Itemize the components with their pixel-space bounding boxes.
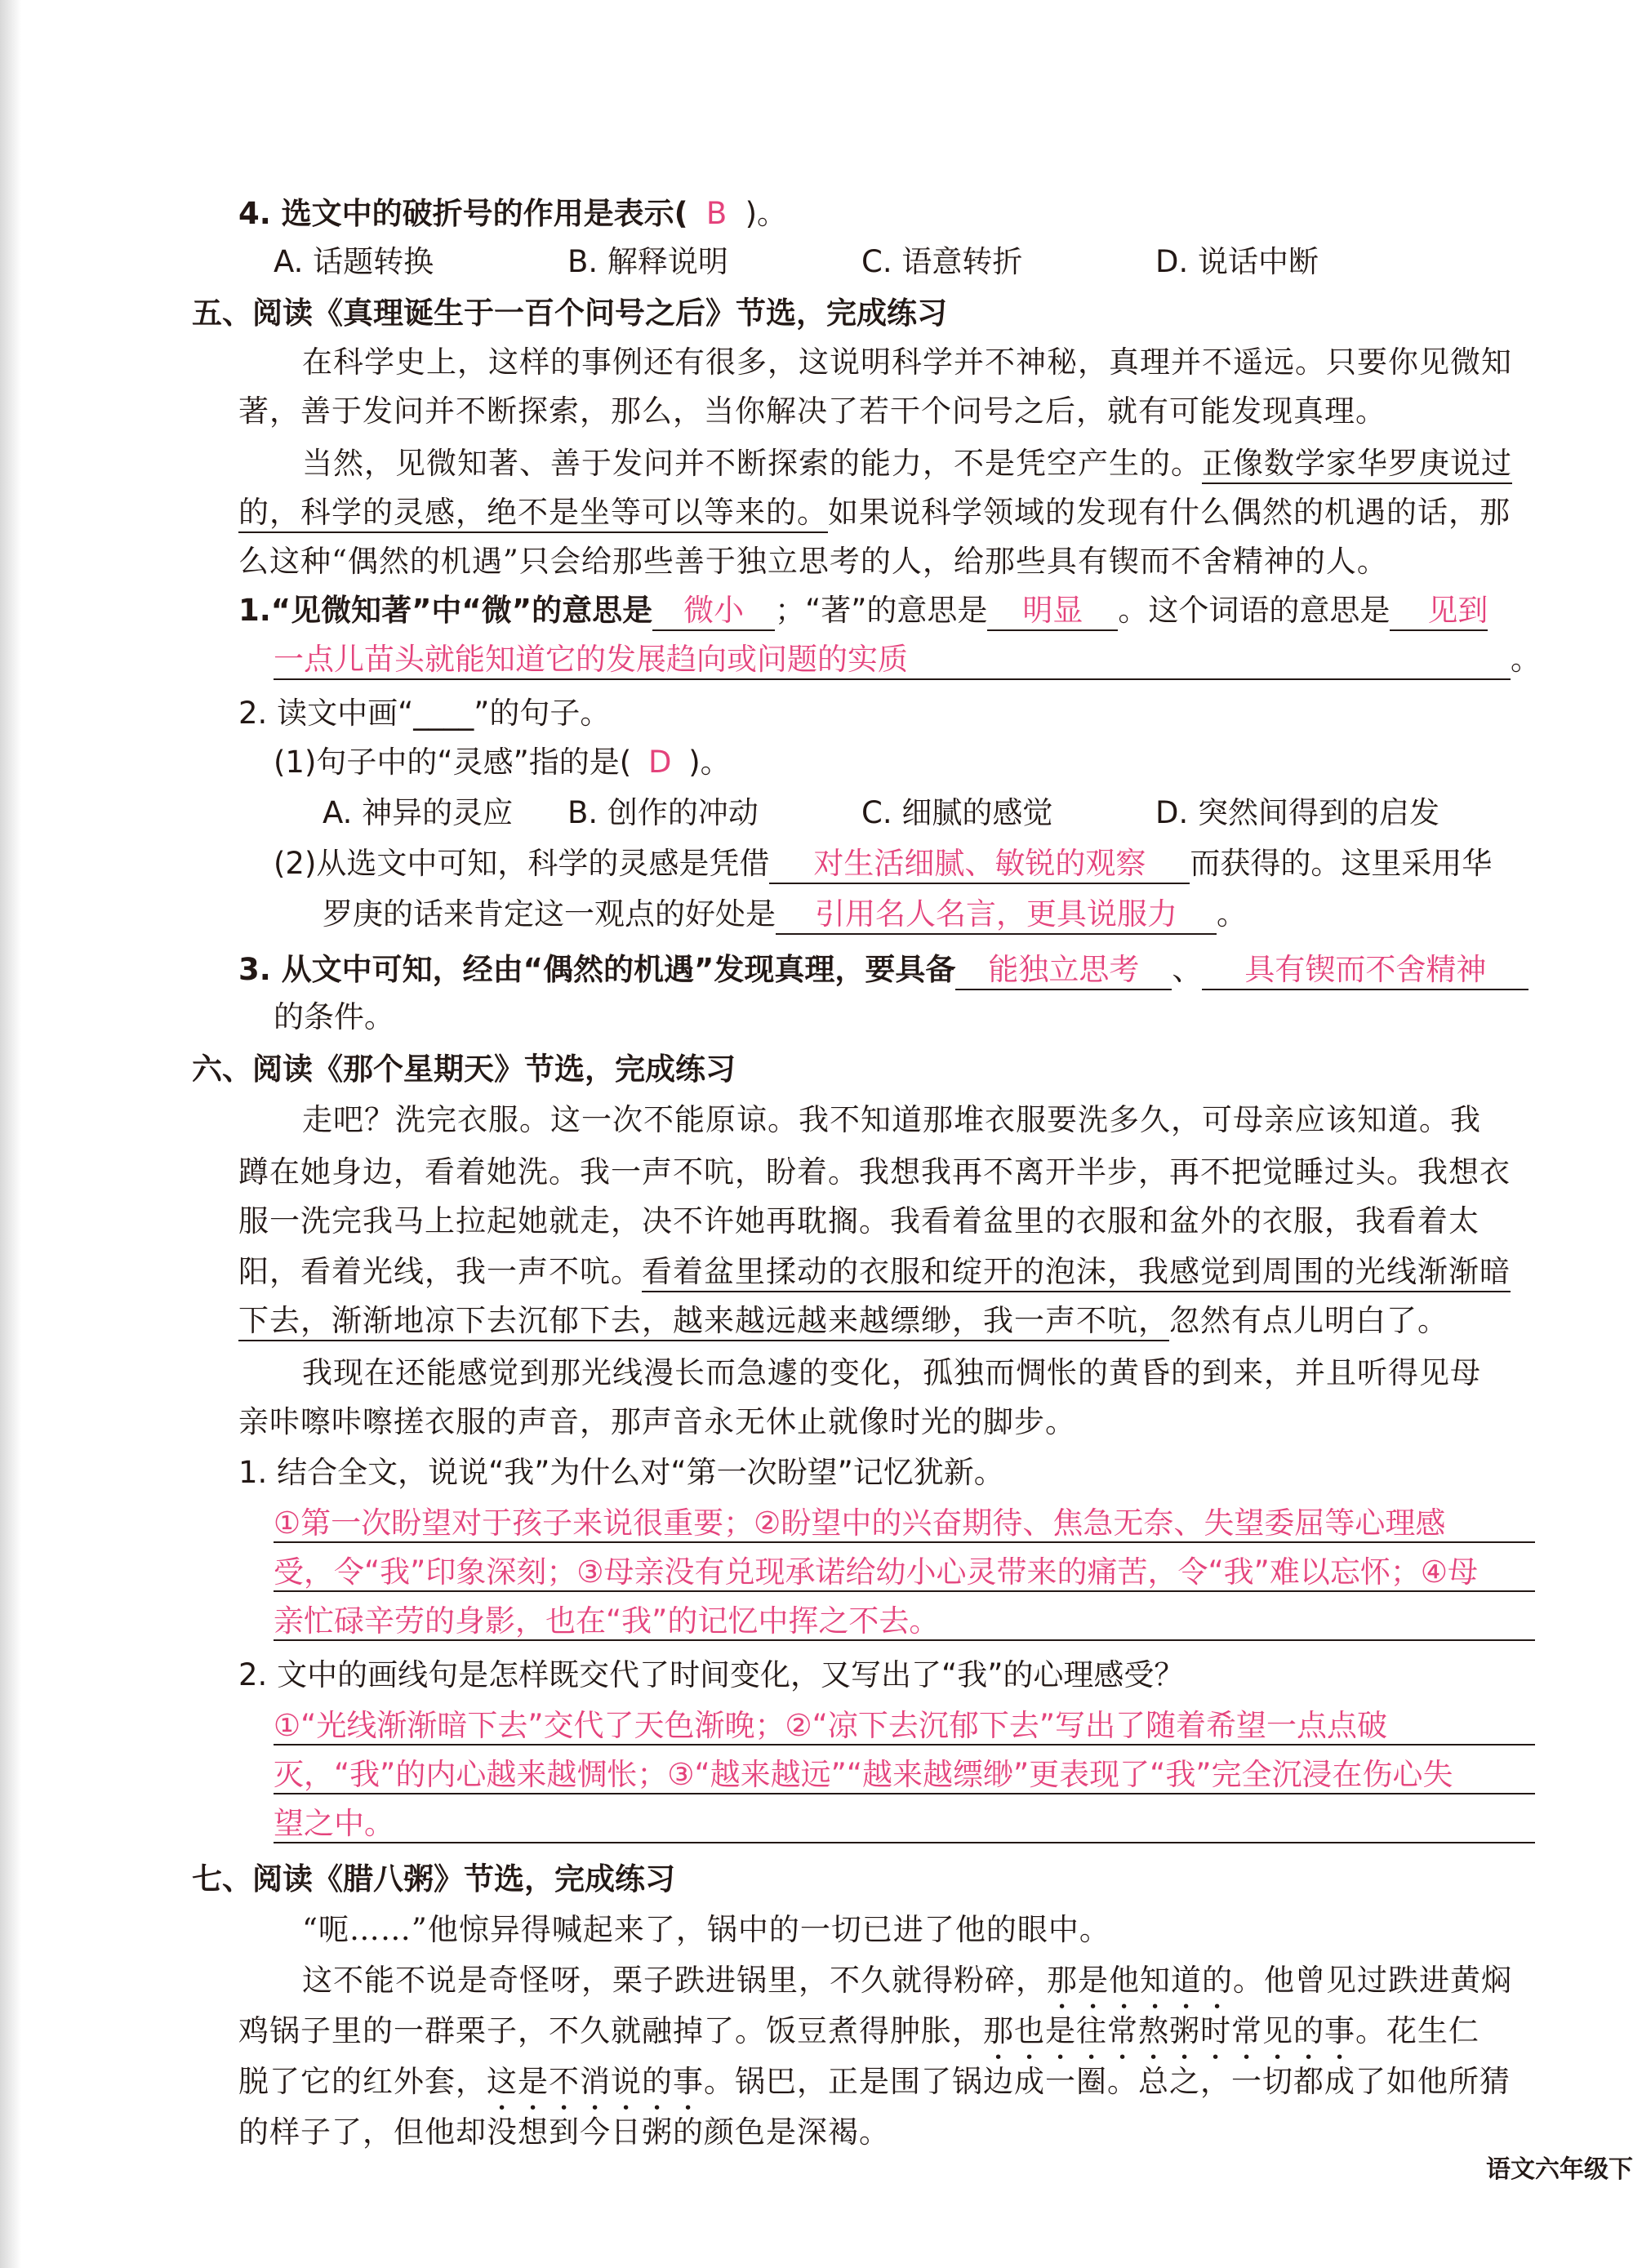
answer-rule <box>274 1639 1535 1641</box>
section-5-heading: 五、阅读《真理诞生于一百个问号之后》节选，完成练习 <box>192 296 947 331</box>
sec6-q1-stem: 1. 结合全文，说说“我”为什么对“第一次盼望”记忆犹新。 <box>238 1455 1004 1490</box>
answer-blank: 见到 <box>1390 592 1488 631</box>
sec5-q2-sub2-cont: 罗庚的话来肯定这一观点的好处是 引用名人名言，更具说服力 。 <box>323 892 1247 937</box>
sub1-option-d: D. 突然间得到的启发 <box>1155 795 1440 830</box>
dotted-emphasis: 那是他知道的 <box>1047 1963 1233 1998</box>
sec6-q1-answer-line: 亲忙碌辛劳的身影，也在“我”的记忆中挥之不去。 <box>274 1603 940 1639</box>
sec5-q1-cont: 一点儿苗头就能知道它的发展趋向或问题的实质 。 <box>274 637 1541 683</box>
section-6-heading: 六、阅读《那个星期天》节选，完成练习 <box>192 1052 736 1087</box>
sec6-q2-answer-line: 灭，“我”的内心越来越惆怅；③“越来越远”“越来越缥缈”更表现了“我”完全沉浸在伤心失 <box>274 1757 1453 1792</box>
page-footer-label: 语文六年级下 <box>1486 2155 1633 2184</box>
sec5-q2-sub1: (1)句子中的“灵感”指的是( D )。 <box>274 740 731 785</box>
underlined-sentence: 看着盆里揉动的衣服和绽开的泡沫，我感觉到周围的光线渐渐暗 <box>642 1254 1511 1292</box>
sec7-p1: “呃……”他惊异得喊起来了，锅中的一切已进了他的眼中。 <box>302 1912 1110 1947</box>
sec6-q1-answer-line: ①第一次盼望对于孩子来说很重要；②盼望中的兴奋期待、焦急无奈、失望委屈等心理感 <box>274 1505 1446 1541</box>
sec5-q3: 3. 从文中可知，经由“偶然的机遇”发现真理，要具备 能独立思考 、 具有锲而不舍精神 <box>238 947 1528 993</box>
sec6-p1-line: 下去，渐渐地凉下去沉郁下去，越来越远越来越缥缈，我一声不吭，忽然有点儿明白了。 <box>238 1298 1448 1344</box>
answer-blank: 能独立思考 <box>955 951 1172 990</box>
sec6-p2-line: 亲咔嚓咔嚓搓衣服的声音，那声音永无休止就像时光的脚步。 <box>238 1404 1076 1439</box>
sub1-option-c: C. 细腻的感觉 <box>861 795 1053 830</box>
sec6-q2-answer-line: ①“光线渐渐暗下去”交代了天色渐晚；②“凉下去沉郁下去”写出了随着希望一点点破 <box>274 1708 1388 1743</box>
q4-option-a: A. 话题转换 <box>274 244 434 279</box>
page-edge-shadow <box>0 0 21 2268</box>
answer-blank: 具有锲而不舍精神 <box>1202 951 1528 990</box>
sec5-p2-line: 的，科学的灵感，绝不是坐等可以等来的。如果说科学领域的发现有什么偶然的机遇的话，那 <box>238 490 1511 536</box>
sub1-option-a: A. 神异的灵应 <box>323 795 514 830</box>
dotted-emphasis: 这是不消说的事 <box>487 2064 704 2099</box>
sec5-q2-sub2: (2)从选文中可知，科学的灵感是凭借 对生活细腻、敏锐的观察 而获得的。这里采用华 <box>274 841 1492 887</box>
q4-stem: 4. 选文中的破折号的作用是表示( B )。 <box>238 191 787 237</box>
sec6-p1-line: 阳，看着光线，我一声不吭。看着盆里揉动的衣服和绽开的泡沫，我感觉到周围的光线渐渐暗 <box>238 1249 1511 1295</box>
sec7-p2-line: 这不能不说是奇怪呀，栗子跌进锅里，不久就得粉碎，那是他知道的。他曾见过跌进黄焖 <box>302 1963 1512 1998</box>
answer-blank: 对生活细腻、敏锐的观察 <box>769 845 1190 884</box>
sec5-q3-end: 的条件。 <box>274 999 394 1034</box>
sec6-q2-answer-line: 望之中。 <box>274 1806 394 1841</box>
q4-option-c: C. 语意转折 <box>861 244 1023 279</box>
answer-rule <box>274 1842 1535 1843</box>
underlined-sentence: 正像数学家华罗庚说过 <box>1202 446 1512 484</box>
sub1-option-b: B. 创作的冲动 <box>567 795 759 830</box>
sec7-p2-line: 的样子了，但他却没想到今日粥的颜色是深褐。 <box>238 2115 890 2150</box>
sub1-answer: D <box>647 745 672 780</box>
underlined-sentence: 的，科学的灵感，绝不是坐等可以等来的。 <box>238 495 828 533</box>
section-7-heading: 七、阅读《腊八粥》节选，完成练习 <box>192 1861 675 1897</box>
answer-rule <box>274 1541 1535 1543</box>
answer-rule <box>274 1590 1535 1592</box>
q4-answer: B <box>705 196 728 231</box>
sec7-p2-line: 脱了它的红外套，这是不消说的事。锅巴，正是围了锅边成一圈。总之，一切都成了如他所猜 <box>238 2064 1511 2099</box>
q4-option-b: B. 解释说明 <box>567 244 728 279</box>
sec6-p1-line: 蹲在她身边，看着她洗。我一声不吭，盼着。我想我再不离开半步，再不把觉睡过头。我想衣 <box>238 1154 1511 1190</box>
sec6-p1-line: 服一洗完我马上拉起她就走，决不许她再耽搁。我看着盆里的衣服和盆外的衣服，我看着太 <box>238 1203 1479 1239</box>
sec5-p2-line: 当然，见微知著、善于发问并不断探索的能力，不是凭空产生的。正像数学家华罗庚说过 <box>302 441 1512 487</box>
underlined-sentence: 下去，渐渐地凉下去沉郁下去，越来越远越来越缥缈，我一声不吭， <box>238 1303 1169 1341</box>
answer-rule <box>274 1744 1535 1745</box>
q4-option-d: D. 说话中断 <box>1155 244 1319 279</box>
answer-rule <box>274 1793 1535 1794</box>
sec5-q2-stem: 2. 读文中画“____”的句子。 <box>238 696 611 731</box>
sec5-q1: 1.“见微知著”中“微”的意思是 微小 ；“著”的意思是 明显 。这个词语的意思是 见到 <box>238 588 1488 634</box>
answer-blank: 微小 <box>652 592 775 631</box>
sec5-p1-line: 著，善于发问并不断探索，那么，当你解决了若干个问号之后，就有可能发现真理。 <box>238 394 1386 429</box>
sec5-p2-line: 么这种“偶然的机遇”只会给那些善于独立思考的人，给那些具有锲而不舍精神的人。 <box>238 544 1388 579</box>
sec5-p1-line: 在科学史上，这样的事例还有很多，这说明科学并不神秘，真理并不遥远。只要你见微知 <box>302 345 1512 380</box>
sec6-q2-stem: 2. 文中的画线句是怎样既交代了时间变化，又写出了“我”的心理感受？ <box>238 1657 1185 1692</box>
sec6-q1-answer-line: 受，令“我”印象深刻；③母亲没有兑现承诺给幼小心灵带来的痛苦，令“我”难以忘怀；④母 <box>274 1554 1479 1590</box>
answer-blank: 明显 <box>987 592 1118 631</box>
sec6-p2-line: 我现在还能感觉到那光线漫长而急遽的变化，孤独而惆怅的黄昏的到来，并且听得见母 <box>302 1355 1481 1390</box>
answer-blank: 引用名人名言，更具说服力 <box>776 896 1217 935</box>
answer-blank: 一点儿苗头就能知道它的发展趋向或问题的实质 <box>274 641 1511 680</box>
dotted-emphasis: 那也是往常熬粥时常见的事 <box>983 2013 1355 2048</box>
sec6-p1-line: 走吧？洗完衣服。这一次不能原谅。我不知道那堆衣服要洗多久，可母亲应该知道。我 <box>302 1102 1481 1137</box>
sec7-p2-line: 鸡锅子里的一群栗子，不久就融掉了。饭豆煮得肿胀，那也是往常熬粥时常见的事。花生仁 <box>238 2013 1479 2048</box>
